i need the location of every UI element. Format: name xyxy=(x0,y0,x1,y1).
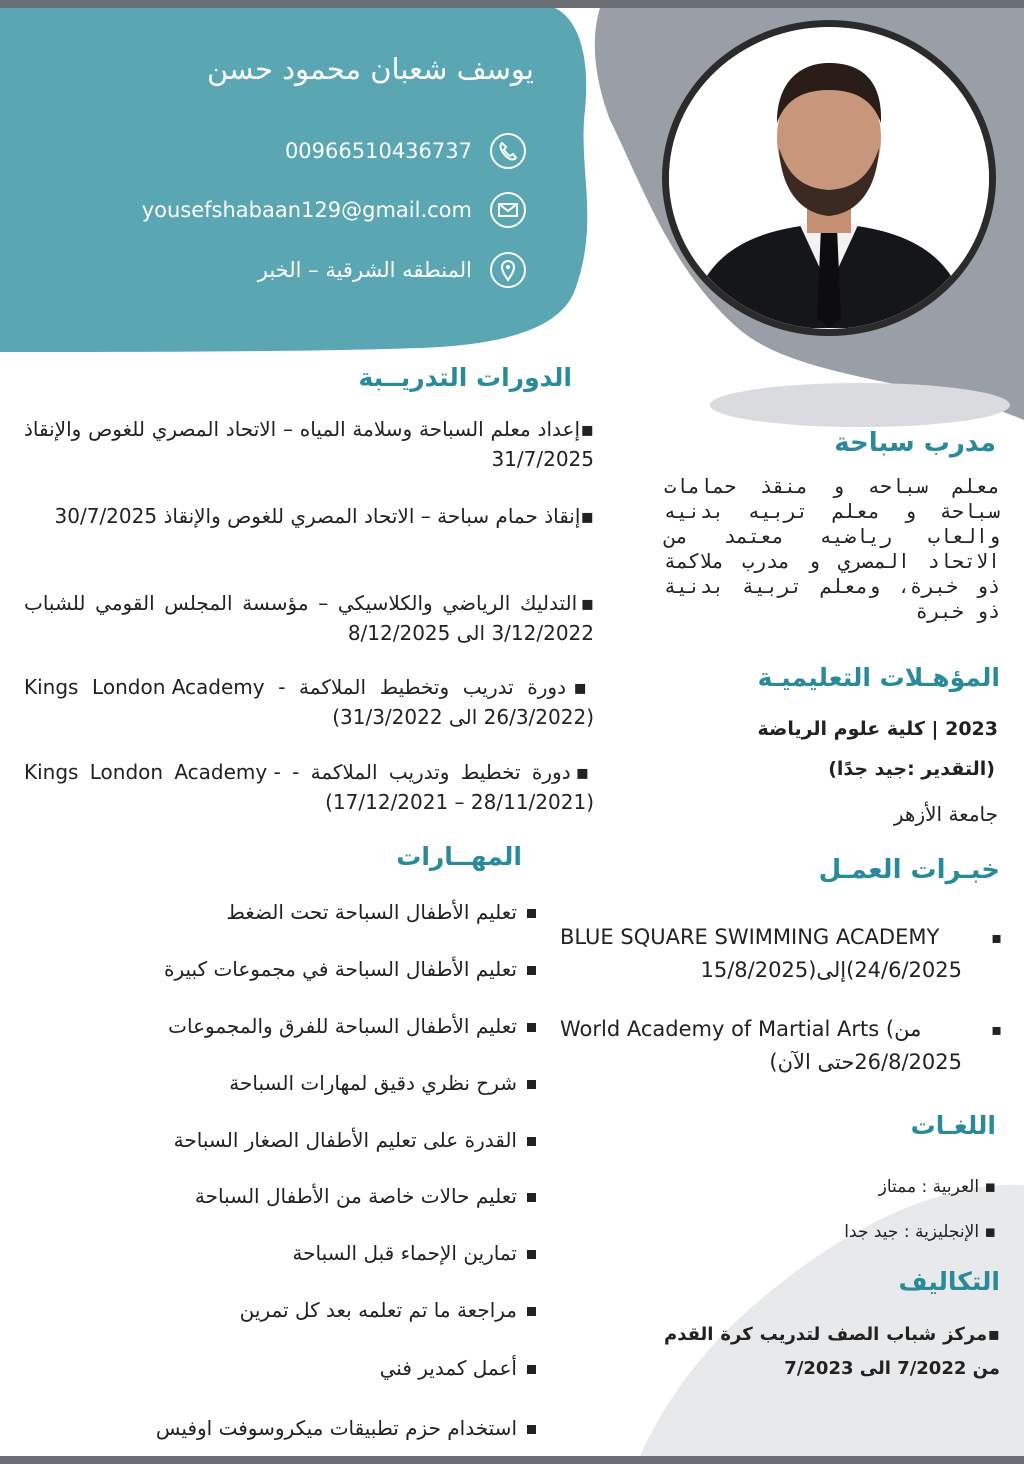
person-avatar-icon xyxy=(669,27,989,329)
skill-item xyxy=(100,1184,536,1208)
skill-item xyxy=(100,957,536,981)
education-degree: 2023 | كلية علوم الرياضة xyxy=(757,718,998,740)
skill-item xyxy=(100,1298,536,1322)
summary-text: معلم سباحه و منقذ حمامات سباحة و معلم تربيه بدنيه والعاب رياضيه معتمد من الاتحاد المصري و مدرب ملاكمة ذو خبرة، ومعلم تربية بدنية ذو خبرة xyxy=(664,474,1000,623)
skills-title: المهــارات xyxy=(396,842,522,871)
skill-item xyxy=(100,1241,536,1265)
assignments-text: ▪مركز شباب الصف لتدريب كرة القدم من 7/2022 الى 7/2023 xyxy=(664,1324,1000,1379)
bullet-icon xyxy=(527,1365,536,1374)
bullet-icon xyxy=(527,1425,536,1434)
skill-item xyxy=(100,1071,536,1095)
courses-title: الدورات التدريــبة xyxy=(358,363,572,392)
education-grade: (التقدير :جيد جدًا) xyxy=(828,758,995,780)
profile-photo xyxy=(662,20,996,336)
course-item: ▪إنقاذ حمام سباحة – الاتحاد المصري للغوص والإنقاذ 30/7/2025 xyxy=(54,504,594,528)
gray-shadow xyxy=(710,383,1010,427)
education-university: جامعة الأزهر xyxy=(893,802,998,826)
assignments-title: التكاليف xyxy=(898,1267,1000,1296)
location-text: المنطقه الشرقية – الخبر xyxy=(257,258,472,282)
bullet-icon xyxy=(527,909,536,918)
skill-item xyxy=(100,1128,536,1152)
bottom-border xyxy=(0,1456,1024,1464)
languages-title: اللغـات xyxy=(910,1111,996,1140)
bullet-icon xyxy=(527,1023,536,1032)
skill-label: تعليم الأطفال السباحة تحت الضغط xyxy=(226,900,517,924)
skill-item xyxy=(100,1356,536,1380)
experience-title: خبـرات العمـل xyxy=(818,855,1000,885)
skill-label: تعليم الأطفال السباحة في مجموعات كبيرة xyxy=(163,957,517,981)
email-address: yousefshabaan129@gmail.com xyxy=(141,198,472,222)
skill-label: تعليم الأطفال السباحة للفرق والمجموعات xyxy=(168,1014,517,1038)
bullet-icon xyxy=(527,1080,536,1089)
contact-email[interactable] xyxy=(100,192,530,232)
skill-label: مراجعة ما تم تعلمه بعد كل تمرين xyxy=(239,1298,517,1322)
skill-label: القدرة على تعليم الأطفال الصغار السباحة xyxy=(173,1128,517,1152)
skill-item xyxy=(100,1416,536,1440)
experience-item xyxy=(560,921,1002,987)
skill-label: شرح نظري دقيق لمهارات السباحة xyxy=(229,1071,517,1095)
language-label: الإنجليزية : جيد جدا xyxy=(844,1222,980,1242)
phone-icon xyxy=(490,133,526,169)
experience-item xyxy=(560,1013,1002,1079)
bullet-icon xyxy=(527,1137,536,1146)
contact-phone[interactable] xyxy=(100,133,530,173)
skill-item xyxy=(100,1014,536,1038)
person-name: يوسف شعبان محمود حسن xyxy=(207,52,534,86)
bullet-icon: ▪ xyxy=(991,928,1002,947)
course-item: ▪دورة تدريب وتخطيط الملاكمة - Kings London Academy (26/3/2022 الى 31/3/2022) xyxy=(24,675,595,729)
skill-item xyxy=(100,900,536,924)
bullet-icon xyxy=(527,1193,536,1202)
bullet-icon xyxy=(527,1250,536,1259)
bullet-icon xyxy=(527,1307,536,1316)
skill-label: تمارين الإحماء قبل السباحة xyxy=(292,1241,517,1265)
bullet-icon: ▪ xyxy=(991,1020,1002,1039)
language-item: ▪ الإنجليزية : جيد جدا xyxy=(844,1222,996,1242)
phone-number: 00966510436737 xyxy=(284,139,472,163)
language-item: ▪ العربية : ممتاز xyxy=(878,1177,996,1197)
experience-org: BLUE SQUARE SWIMMING ACADEMY xyxy=(560,925,940,949)
course-item: ▪التدليك الرياضي والكلاسيكي – مؤسسة المجلس القومي للشباب 3/12/2022 الى 8/12/2025 xyxy=(24,591,594,645)
course-item: ▪دورة تخطيط وتدريب الملاكمة - Kings London Academy - (17/12/2021 – 28/11/2021) xyxy=(24,760,595,814)
skill-label: تعليم حالات خاصة من الأطفال السباحة xyxy=(194,1184,517,1208)
summary-title: مدرب سباحة xyxy=(834,428,996,458)
experience-dates: 26/8/2025حتى الآن) xyxy=(769,1050,962,1074)
education-title: المؤهـلات التعليميـة xyxy=(757,663,1000,692)
skill-label: أعمل كمدير فني xyxy=(379,1356,517,1380)
experience-org: World Academy of Martial Arts (من xyxy=(560,1017,922,1041)
language-label: العربية : ممتاز xyxy=(878,1177,980,1197)
contact-location xyxy=(100,252,530,292)
course-item: ▪إعداد معلم السباحة وسلامة المياه – الاتحاد المصري للغوص والإنقاذ 31/7/2025 xyxy=(24,417,594,471)
location-pin-icon xyxy=(490,252,526,288)
experience-dates: 24/6/2025)إلى(15/8/2025 xyxy=(700,958,962,982)
mail-icon xyxy=(490,192,526,228)
skill-label: استخدام حزم تطبيقات ميكروسوفت اوفيس xyxy=(155,1416,517,1440)
bullet-icon xyxy=(527,966,536,975)
